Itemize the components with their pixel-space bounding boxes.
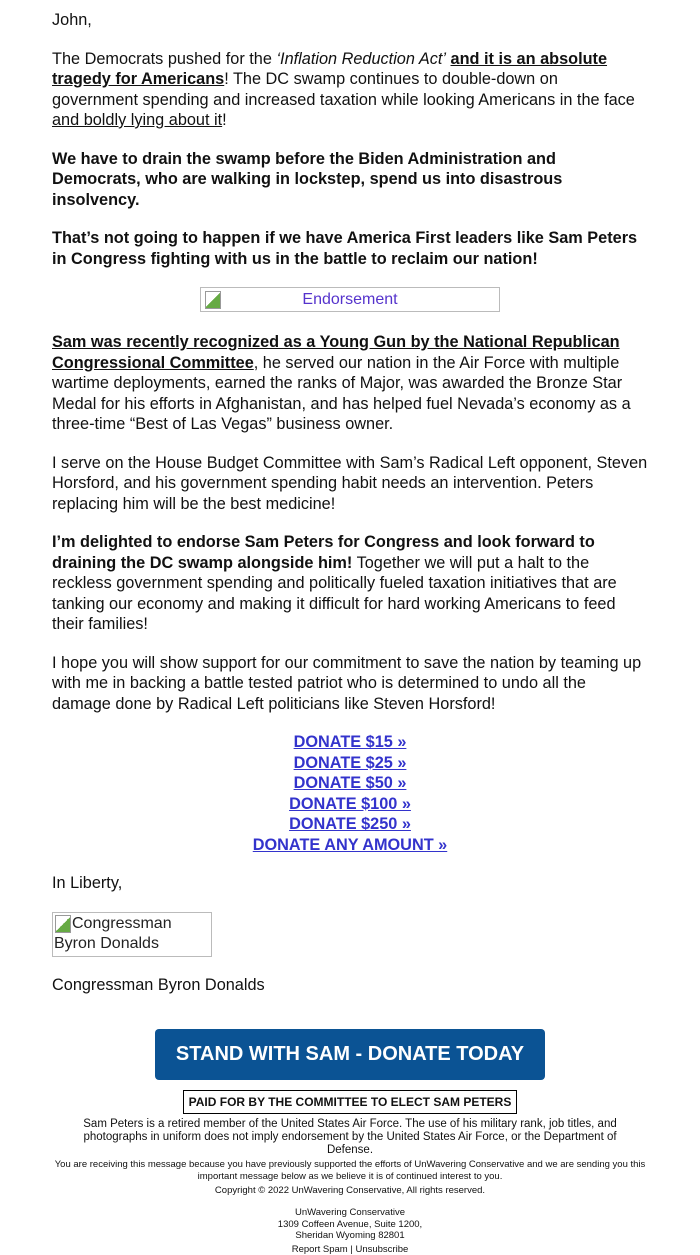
receiving-notice: You are receiving this message because you have previously supported the efforts of UnWavering Conservative and we are sending you this important message below as we believe it is of continued interest to you. [54, 1159, 646, 1182]
text: , he served our nation in the Air Force with multiple wartime deployments, earned the ranks of Major, was awarded the Bronze Star Medal for his efforts in Afghanistan, and has helped fuel Nevada’s economy as a three-time “Best of Las Vegas” business owner. [52, 353, 631, 433]
separator: | [347, 1243, 356, 1255]
donate-25-link[interactable]: DONATE $25 » [293, 753, 407, 772]
address [0, 1207, 700, 1255]
copyright: Copyright © 2022 UnWavering Conservative, All rights reserved. [214, 1185, 486, 1196]
endorsement-image [200, 287, 500, 312]
donate-50-link[interactable]: DONATE $50 » [293, 774, 407, 792]
paragraph-2 [52, 149, 648, 211]
image-alt: Endorsement [302, 291, 398, 308]
text: Together we will put a halt to the reckless government spending and politically fueled taxation initiatives that are tanking our economy and making it difficult for hard working Americans to feed their families! [52, 553, 617, 633]
emphasis: and boldly lying about it [52, 111, 223, 129]
donation-links [52, 732, 648, 855]
text: ! The DC swamp continues to double-down on government spending and increased taxation while looking Americans in the face [52, 70, 635, 109]
donate-100-link[interactable]: DONATE $100 » [289, 794, 411, 813]
donate-any-link[interactable]: DONATE ANY AMOUNT » [252, 835, 448, 854]
image-alt: Congressman Byron Donalds [54, 914, 172, 952]
email-body [52, 0, 648, 995]
act-name: ‘Inflation Reduction Act’ [276, 49, 446, 68]
emphasis: and it is an absolute tragedy for Americans [52, 49, 608, 88]
paid-for-disclaimer: PAID FOR BY THE COMMITTEE TO ELECT SAM PETERS [183, 1090, 518, 1114]
report-spam-link[interactable]: Report Spam [291, 1243, 348, 1255]
greeting: John, [52, 11, 92, 29]
text: That’s not going to happen if we have America First leaders like Sam Peters in Congress fighting with us in the battle to reclaim our nation! [52, 229, 638, 268]
paragraph-7: I hope you will show support for our commitment to save the nation by teaming up with me in backing a battle tested patriot who is determined to undo all the damage done by Radical Left politicians like Steven Horsford! [52, 653, 642, 713]
signer-name: Congressman Byron Donalds [52, 975, 265, 994]
broken-image-icon [55, 915, 71, 933]
address-line: 1309 Coffeen Avenue, Suite 1200, [277, 1218, 423, 1230]
closing: In Liberty, [52, 874, 123, 892]
paragraph-1 [52, 49, 648, 131]
org-name: UnWavering Conservative [295, 1207, 405, 1218]
donate-250-link[interactable]: DONATE $250 » [289, 815, 411, 833]
emphasis: I’m delighted to endorse Sam Peters for Congress and look forward to draining the DC swamp alongside him! [52, 533, 595, 572]
footer [0, 1013, 700, 1255]
text: ! [222, 111, 227, 129]
paragraph-3 [52, 228, 648, 269]
emphasis: Sam was recently recognized as a Young Gun by the National Republican Congressional Committee [52, 333, 620, 372]
text: We have to drain the swamp before the Biden Administration and Democrats, who are walking in lockstep, spend us into disastrous insolvency. [52, 149, 563, 209]
paragraph-6 [52, 532, 648, 635]
address-line: Sheridan Wyoming 82801 [295, 1230, 405, 1241]
text: The Democrats pushed for the [52, 49, 277, 68]
paragraph-4 [52, 332, 648, 435]
unsubscribe-link[interactable]: Unsubscribe [355, 1243, 409, 1255]
paragraph-5: I serve on the House Budget Committee with Sam’s Radical Left opponent, Steven Horsford, and his government spending habit needs an intervention. Peters replacing him will be the best medicine! [52, 453, 648, 513]
broken-image-icon [205, 291, 221, 309]
military-disclaimer: Sam Peters is a retired member of the United States Air Force. The use of his military rank, job titles, and photographs in uniform does not imply endorsement by the United States Air Force, or the Department of Defense. [83, 1118, 617, 1156]
stand-with-sam-button[interactable]: STAND WITH SAM - DONATE TODAY [155, 1029, 545, 1080]
donate-15-link[interactable]: DONATE $15 » [293, 733, 407, 751]
signature-image [52, 912, 212, 957]
